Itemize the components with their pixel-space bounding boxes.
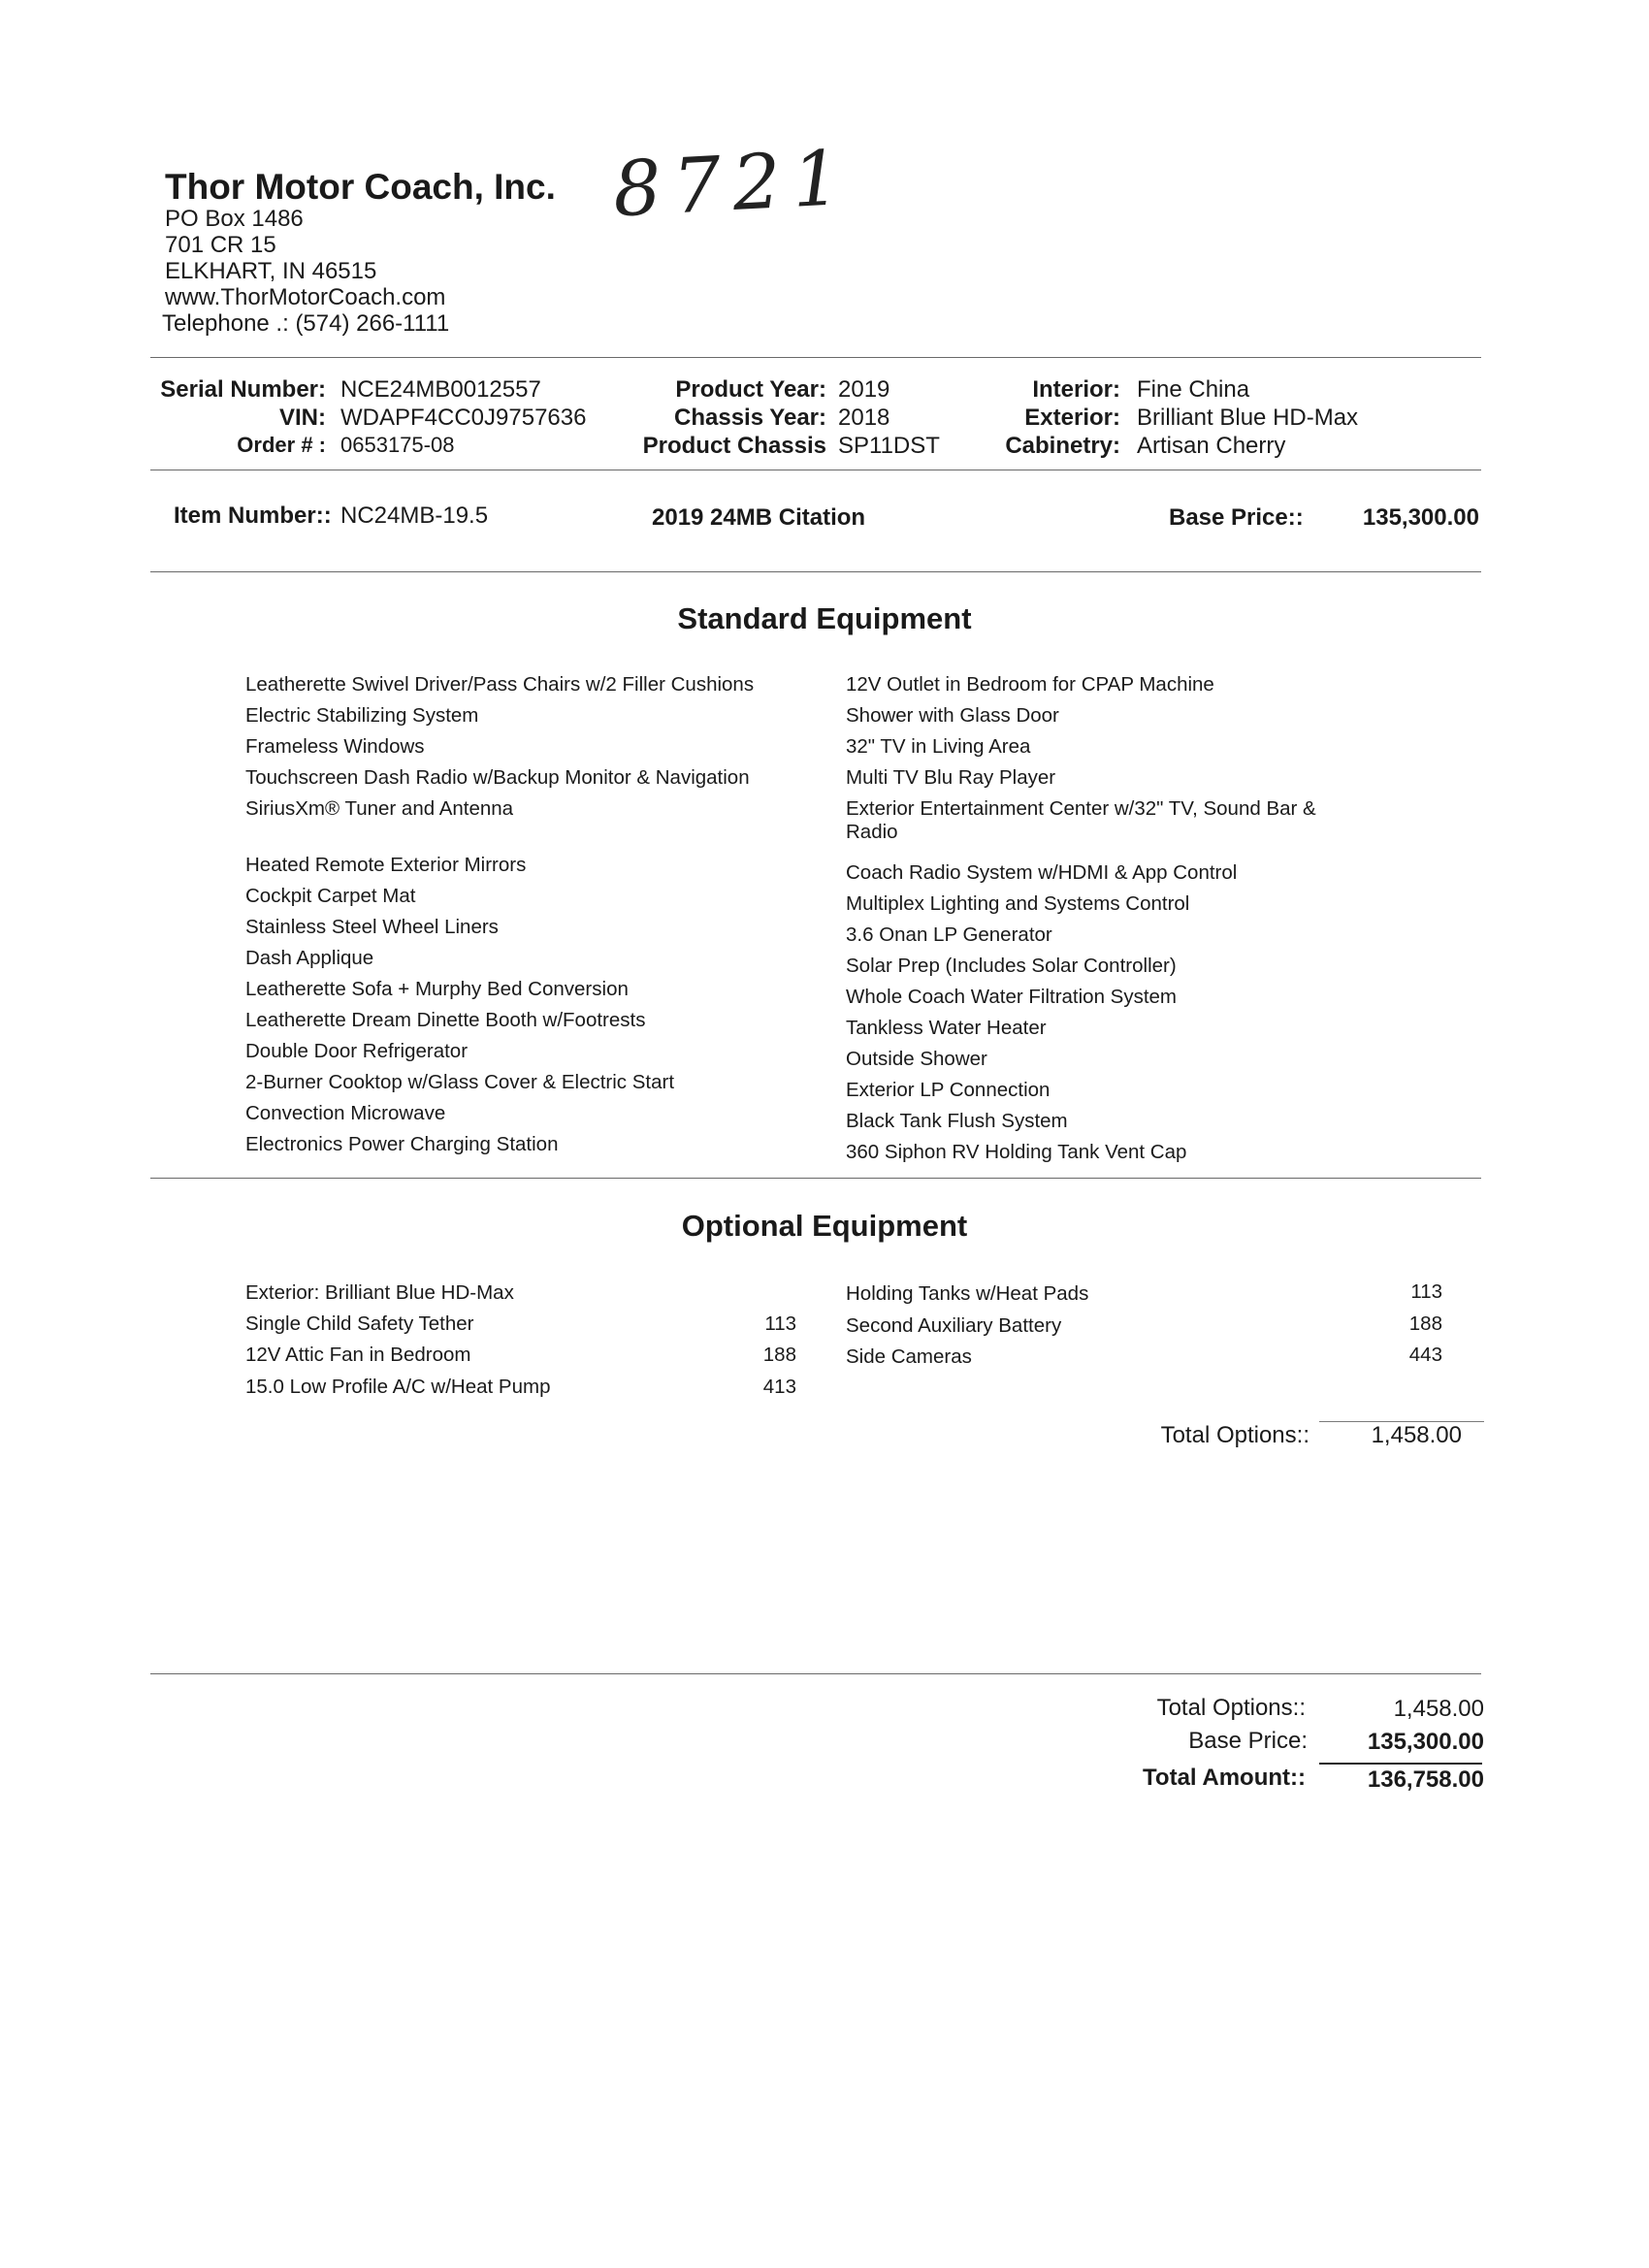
- vin-label: VIN:: [279, 405, 326, 431]
- standard-equipment-title: Standard Equipment: [677, 601, 972, 635]
- total-rule: [1319, 1763, 1482, 1765]
- product-year-value: 2019: [838, 376, 890, 403]
- list-item: Double Door Refrigerator: [245, 1040, 469, 1062]
- option-price: 113: [1410, 1280, 1442, 1303]
- list-item: Solar Prep (Includes Solar Controller): [846, 955, 1177, 977]
- list-item: Exterior Entertainment Center w/32" TV, Sound Bar & Radio: [846, 797, 1316, 843]
- option-price: 188: [1408, 1312, 1442, 1335]
- list-item: Tankless Water Heater: [846, 1017, 1047, 1039]
- chassis-year-value: 2018: [838, 405, 890, 431]
- cabinetry-value: Artisan Cherry: [1137, 433, 1286, 459]
- model-name: 2019 24MB Citation: [652, 504, 866, 531]
- list-item: Leatherette Sofa + Murphy Bed Conversion: [245, 978, 629, 1000]
- options-total-label: Total Options::: [1160, 1422, 1310, 1448]
- standard-equipment-left: [245, 669, 808, 1160]
- list-item: Outside Shower: [846, 1048, 987, 1070]
- summary-total-options-value: 1,458.00: [1393, 1696, 1484, 1722]
- list-item: Dash Applique: [245, 947, 374, 969]
- divider: [150, 357, 1481, 358]
- company-name: Thor Motor Coach, Inc.: [165, 167, 556, 207]
- divider: [150, 1178, 1481, 1179]
- telephone: Telephone .: (574) 266-1111: [162, 310, 450, 337]
- option-name: 15.0 Low Profile A/C w/Heat Pump: [245, 1376, 551, 1398]
- summary-base-price-label: Base Price:: [1188, 1728, 1308, 1754]
- address-line-2: 701 CR 15: [165, 232, 276, 258]
- list-item: Electric Stabilizing System: [245, 704, 479, 727]
- summary-total-options-label: Total Options::: [1156, 1695, 1306, 1721]
- base-price-label: Base Price::: [1169, 504, 1304, 531]
- option-price: 443: [1408, 1344, 1442, 1366]
- list-item: SiriusXm® Tuner and Antenna: [245, 797, 514, 820]
- total-amount-value: 136,758.00: [1367, 1766, 1484, 1793]
- item-number-label: Item Number::: [174, 502, 332, 529]
- handwritten-note: 8721: [610, 134, 855, 235]
- option-name: Side Cameras: [846, 1345, 972, 1368]
- list-item: Multiplex Lighting and Systems Control: [846, 892, 1190, 915]
- list-item: Frameless Windows: [245, 735, 425, 758]
- interior-label: Interior:: [1032, 376, 1120, 403]
- divider: [150, 571, 1481, 572]
- list-item: Leatherette Swivel Driver/Pass Chairs w/2 Filler Cushions: [245, 673, 755, 696]
- list-item: Cockpit Carpet Mat: [245, 885, 416, 907]
- order-number-value: 0653175-08: [340, 433, 455, 457]
- option-price: 413: [762, 1376, 796, 1398]
- divider: [150, 1673, 1481, 1674]
- list-item: Black Tank Flush System: [846, 1110, 1068, 1132]
- option-name: Single Child Safety Tether: [245, 1312, 474, 1335]
- product-chassis-value: SP11DST: [838, 433, 940, 459]
- serial-number-label: Serial Number:: [160, 376, 326, 403]
- option-price: 113: [764, 1312, 796, 1335]
- list-item: Stainless Steel Wheel Liners: [245, 916, 499, 938]
- exterior-value: Brilliant Blue HD-Max: [1137, 405, 1359, 431]
- list-item: 32" TV in Living Area: [846, 735, 1031, 758]
- list-item: Touchscreen Dash Radio w/Backup Monitor & Navigation: [245, 766, 750, 789]
- list-item: 3.6 Onan LP Generator: [846, 923, 1052, 946]
- list-item: 12V Outlet in Bedroom for CPAP Machine: [846, 673, 1214, 696]
- vin-value: WDAPF4CC0J9757636: [340, 405, 587, 431]
- product-year-label: Product Year:: [675, 376, 826, 403]
- list-item: 360 Siphon RV Holding Tank Vent Cap: [846, 1141, 1187, 1163]
- list-item: Leatherette Dream Dinette Booth w/Footrests: [245, 1009, 646, 1031]
- option-name: Exterior: Brilliant Blue HD-Max: [245, 1281, 514, 1304]
- product-chassis-label: Product Chassis: [642, 433, 826, 459]
- base-price-value: 135,300.00: [1362, 504, 1479, 531]
- standard-equipment-right: [846, 669, 1360, 1168]
- option-name: Second Auxiliary Battery: [846, 1314, 1062, 1337]
- list-item: Convection Microwave: [245, 1102, 446, 1124]
- total-amount-label: Total Amount::: [1143, 1765, 1306, 1791]
- exterior-label: Exterior:: [1024, 405, 1120, 431]
- optional-equipment-title: Optional Equipment: [681, 1209, 968, 1243]
- item-number-value: NC24MB-19.5: [340, 502, 489, 529]
- list-item: Coach Radio System w/HDMI & App Control: [846, 861, 1238, 884]
- list-item: 2-Burner Cooktop w/Glass Cover & Electric Start: [245, 1071, 675, 1093]
- summary-base-price-value: 135,300.00: [1367, 1729, 1484, 1755]
- list-item: Shower with Glass Door: [846, 704, 1059, 727]
- list-item: Exterior LP Connection: [846, 1079, 1051, 1101]
- list-item: Heated Remote Exterior Mirrors: [245, 854, 527, 876]
- option-name: 12V Attic Fan in Bedroom: [245, 1344, 471, 1366]
- option-price: 188: [762, 1344, 796, 1366]
- list-item: Whole Coach Water Filtration System: [846, 986, 1178, 1008]
- address-line-1: PO Box 1486: [165, 206, 304, 232]
- list-item: Multi TV Blu Ray Player: [846, 766, 1056, 789]
- serial-number-value: NCE24MB0012557: [340, 376, 541, 403]
- cabinetry-label: Cabinetry:: [1005, 433, 1120, 459]
- options-total-value: 1,458.00: [1371, 1422, 1462, 1448]
- option-name: Holding Tanks w/Heat Pads: [846, 1282, 1089, 1305]
- address-line-3: ELKHART, IN 46515: [165, 258, 377, 284]
- list-item: Electronics Power Charging Station: [245, 1133, 559, 1155]
- website: www.ThorMotorCoach.com: [165, 284, 446, 310]
- interior-value: Fine China: [1137, 376, 1250, 403]
- chassis-year-label: Chassis Year:: [674, 405, 826, 431]
- order-number-label: Order # :: [237, 433, 326, 457]
